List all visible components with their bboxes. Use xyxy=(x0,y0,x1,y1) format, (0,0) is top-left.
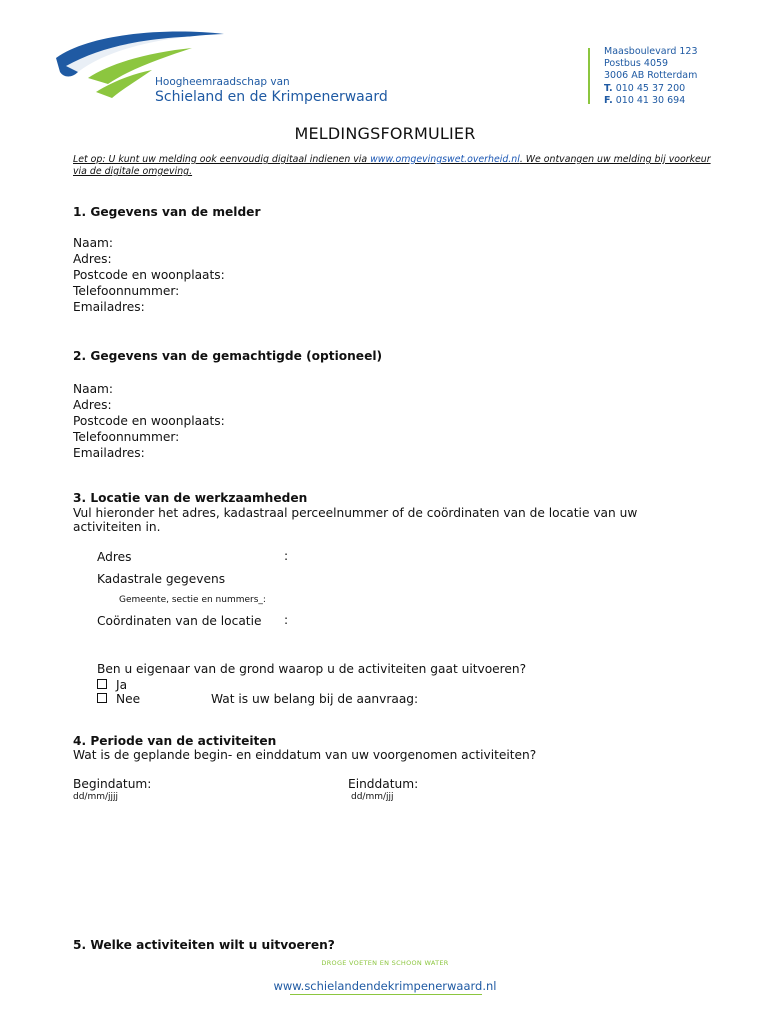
fax-label: F. xyxy=(604,94,613,106)
end-date-format: dd/mm/jjj xyxy=(351,792,394,802)
organization-name-line1: Hoogheemraadschap van xyxy=(155,76,290,88)
organization-name-line2: Schieland en de Krimpenerwaard xyxy=(155,89,388,105)
phone-label: T. xyxy=(604,82,613,94)
period-question: Wat is de geplande begin- en einddatum van uw voorgenomen activiteiten? xyxy=(73,748,537,762)
note-text-after: . We ontvangen uw melding bij voorkeur via de digitale omgeving. xyxy=(73,154,711,177)
location-adres-colon[interactable]: : xyxy=(284,549,289,563)
address-phone xyxy=(604,83,698,95)
section2-field-adres[interactable]: Adres: xyxy=(73,398,112,412)
section1-field-naam[interactable]: Naam: xyxy=(73,236,114,250)
checkbox-square-icon[interactable] xyxy=(97,679,107,689)
ownership-question: Ben u eigenaar van de grond waarop u de activiteiten gaat uitvoeren? xyxy=(97,662,527,676)
section2-heading: 2. Gegevens van de gemachtigde (optioneel) xyxy=(73,349,383,363)
end-date-label[interactable]: Einddatum: xyxy=(348,777,419,791)
section1-field-postcode[interactable]: Postcode en woonplaats: xyxy=(73,268,225,282)
interest-question[interactable]: Wat is uw belang bij de aanvraag: xyxy=(211,692,419,706)
location-kadastraal-subfield[interactable]: Gemeente, sectie en nummers_: xyxy=(119,595,266,605)
section2-field-telefoon[interactable]: Telefoonnummer: xyxy=(73,430,180,444)
address-street: Maasboulevard 123 xyxy=(604,46,698,57)
address-fax xyxy=(604,95,698,107)
section1-field-telefoon[interactable]: Telefoonnummer: xyxy=(73,284,180,298)
address-divider xyxy=(588,48,590,104)
section3-heading: 3. Locatie van de werkzaamheden xyxy=(73,491,308,505)
digital-submission-note xyxy=(73,154,723,178)
section2-field-email[interactable]: Emailadres: xyxy=(73,446,145,460)
checkbox-ja[interactable] xyxy=(97,678,127,692)
location-kadastraal-label: Kadastrale gegevens xyxy=(97,572,226,586)
checkbox-nee[interactable] xyxy=(97,692,140,706)
section1-heading: 1. Gegevens van de melder xyxy=(73,205,261,219)
footer-slogan: DROGE VOETEN EN SCHOON WATER xyxy=(321,959,449,967)
location-adres-label: Adres xyxy=(97,550,132,564)
note-text-before: Let op: U kunt uw melding ook eenvoudig digitaal indienen via xyxy=(73,154,371,165)
address-postcode-city: 3006 AB Rotterdam xyxy=(604,70,698,82)
checkbox-square-icon[interactable] xyxy=(97,693,107,703)
address-pobox: Postbus 4059 xyxy=(604,58,669,70)
omgevingswet-link[interactable]: www.omgevingswet.overheid.nl xyxy=(370,154,520,165)
page-title: MELDINGSFORMULIER xyxy=(294,124,476,143)
checkbox-ja-label: Ja xyxy=(116,678,128,692)
address-block xyxy=(604,46,698,107)
checkbox-nee-label: Nee xyxy=(116,692,141,706)
location-coordinates-label: Coördinaten van de locatie xyxy=(97,614,262,628)
begin-date-format: dd/mm/jjjj xyxy=(73,792,119,802)
section2-field-postcode[interactable]: Postcode en woonplaats: xyxy=(73,414,225,428)
footer-website-link[interactable]: www.schielandendekrimpenerwaard.nl xyxy=(273,979,497,993)
section2-field-naam[interactable]: Naam: xyxy=(73,382,114,396)
section1-field-email[interactable]: Emailadres: xyxy=(73,300,145,314)
organization-name xyxy=(155,76,388,106)
begin-date-label[interactable]: Begindatum: xyxy=(73,777,152,791)
section4-heading: 4. Periode van de activiteiten xyxy=(73,734,277,748)
section3-intro-line1: Vul hieronder het adres, kadastraal perceelnummer of de coördinaten van de locatie van uw xyxy=(73,506,638,520)
section3-intro-line2: activiteiten in. xyxy=(73,520,161,534)
phone-number: 010 45 37 200 xyxy=(615,82,686,94)
section5-heading: 5. Welke activiteiten wilt u uitvoeren? xyxy=(73,938,335,952)
footer-underline xyxy=(290,994,482,995)
fax-number: 010 41 30 694 xyxy=(615,94,686,106)
location-coordinates-colon[interactable]: : xyxy=(284,613,289,627)
section1-field-adres[interactable]: Adres: xyxy=(73,252,112,266)
